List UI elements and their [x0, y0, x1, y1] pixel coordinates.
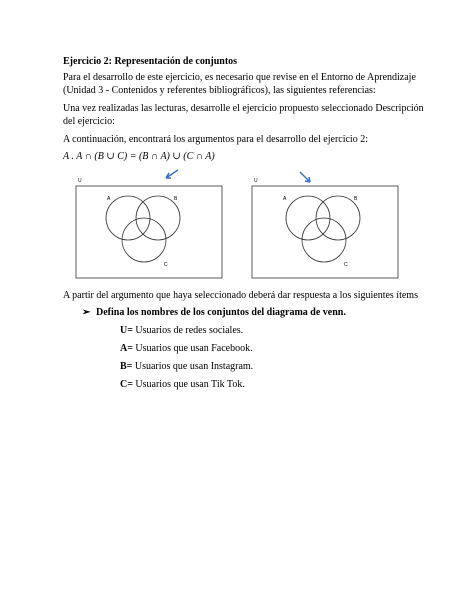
bullet-text: Defina los nombres de los conjuntos del diagrama de venn.	[96, 307, 346, 318]
instruction-text: A partir del argumento que haya seleccionado deberá dar respuesta a los siguientes ítems	[63, 290, 418, 301]
definition-value: Usuarios que usan Instagram.	[132, 361, 254, 372]
universe-rect-left	[76, 186, 222, 278]
definition-key: U=	[120, 325, 133, 336]
bullet-item	[82, 306, 346, 319]
definition-value: Usuarios que usan Facebook.	[132, 343, 253, 354]
label-b-left: B	[174, 196, 178, 202]
reading-line-1: Una vez realizadas las lecturas, desarrolle el ejercicio propuesto seleccionado Descripción	[63, 103, 424, 114]
label-b-right: B	[354, 196, 358, 202]
definition-key: C=	[120, 379, 133, 390]
definition-key: A=	[120, 343, 133, 354]
label-c-left: C	[164, 262, 168, 268]
arguments-intro: A continuación, encontrará los argumentos para el desarrollo del ejercicio 2:	[63, 134, 368, 145]
definition-c	[120, 378, 245, 391]
label-u-left: U	[78, 178, 82, 184]
definition-key: B=	[120, 361, 133, 372]
bullet-arrow-icon: ➢	[82, 307, 91, 318]
intro-line-1: Para el desarrollo de este ejercicio, es necesario que revise en el Entorno de Aprendizaje	[63, 72, 416, 83]
definition-b	[120, 360, 253, 373]
exercise-title: Ejercicio 2: Representación de conjuntos	[63, 56, 238, 67]
label-a-left: A	[107, 196, 111, 202]
venn-diagram-left	[66, 168, 226, 288]
definition-a	[120, 342, 253, 355]
set-formula: A . A ∩ (B ∪ C) = (B ∩ A) ∪ (C ∩ A)	[63, 151, 215, 162]
label-c-right: C	[344, 262, 348, 268]
definition-value: Usuarios de redes sociales.	[132, 325, 244, 336]
definition-u	[120, 324, 243, 337]
label-u-right: U	[254, 178, 258, 184]
definition-value: Usuarios que usan Tik Tok.	[132, 379, 245, 390]
reading-line-2: del ejercicio:	[63, 116, 115, 127]
label-a-right: A	[283, 196, 287, 202]
venn-diagram-right	[246, 168, 406, 288]
intro-line-2: (Unidad 3 - Contenidos y referentes bibliográficos), las siguientes referencias:	[63, 85, 376, 96]
arrow-icon-right	[300, 172, 310, 182]
